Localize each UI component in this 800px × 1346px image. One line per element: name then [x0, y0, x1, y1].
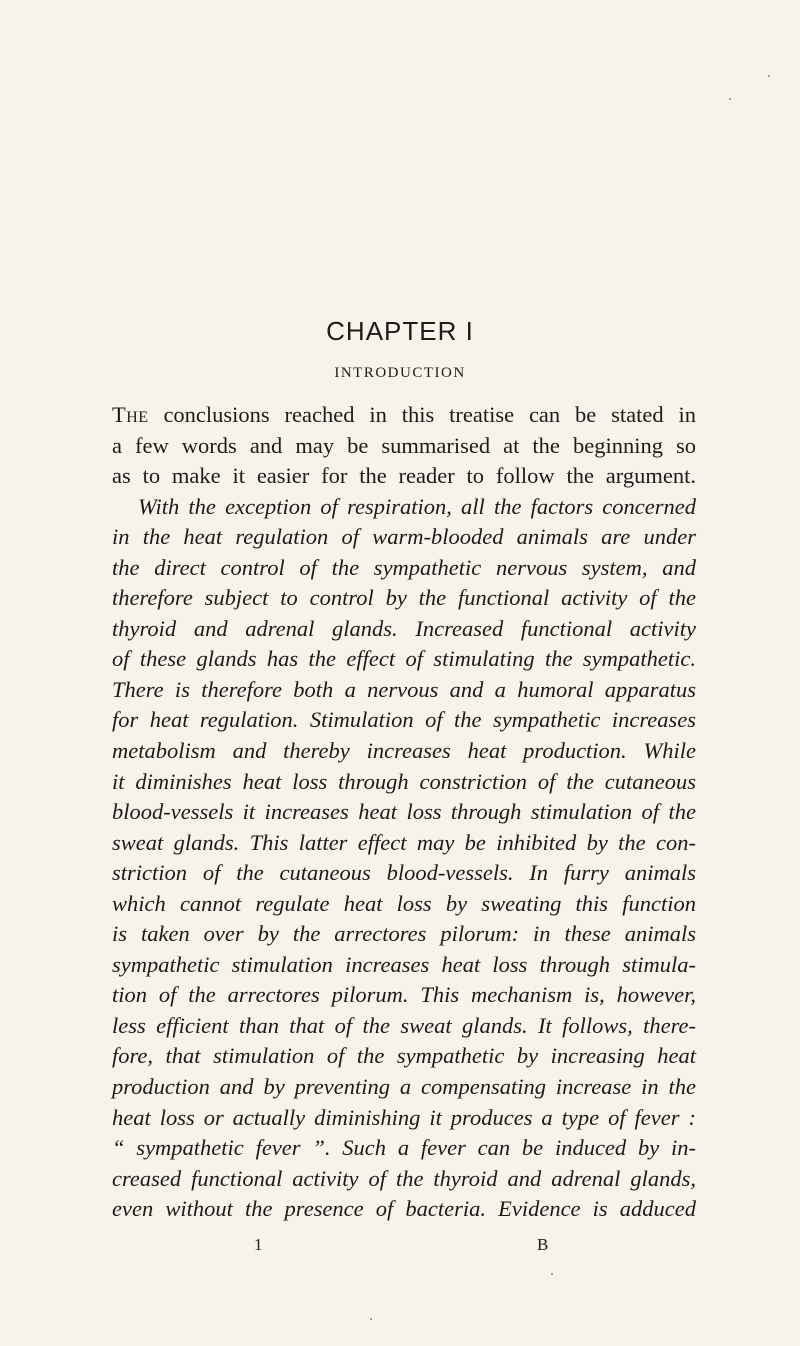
- text-line: fore, that stimulation of the sympathetic by increasing heat: [112, 1043, 696, 1069]
- text-line: sympathetic stimulation increases heat loss through stimula-: [112, 951, 696, 977]
- text-line: sweat glands. This latter effect may be inhibited by the con-: [112, 829, 696, 855]
- text-line: striction of the cutaneous blood-vessels. In furry animals: [112, 860, 696, 886]
- text-line: The conclusions reached in this treatise can be stated in: [112, 402, 696, 427]
- body-paragraph: [112, 400, 696, 1225]
- paper-speck: [370, 1318, 372, 1320]
- text-line: creased functional activity of the thyroid and adrenal glands,: [112, 1165, 696, 1191]
- text-line: heat loss or actually diminishing it produces a type of fever :: [112, 1104, 696, 1130]
- text-line: thyroid and adrenal glands. Increased functional activity: [112, 615, 696, 641]
- section-title: INTRODUCTION: [334, 365, 466, 381]
- page-number: 1: [254, 1235, 263, 1254]
- chapter-title: CHAPTER I: [326, 316, 474, 346]
- paper-speck: [729, 98, 731, 100]
- text-line: of these glands has the effect of stimulating the sympathetic.: [112, 646, 696, 672]
- text-line: it diminishes heat loss through constriction of the cutaneous: [112, 768, 696, 794]
- text-line: There is therefore both a nervous and a humoral apparatus: [112, 676, 696, 702]
- text-line: a few words and may be summarised at the beginning so: [112, 432, 696, 458]
- paper-speck: [551, 1273, 553, 1275]
- text-line: metabolism and thereby increases heat production. While: [112, 738, 696, 764]
- text-line: as to make it easier for the reader to follow the argument.: [112, 463, 696, 489]
- text-line: tion of the arrectores pilorum. This mechanism is, however,: [112, 982, 696, 1008]
- text-line: blood-vessels it increases heat loss through stimulation of the: [112, 799, 696, 825]
- text-line: even without the presence of bacteria. Evidence is adduced: [112, 1196, 696, 1222]
- paper-speck: [768, 75, 770, 77]
- text-line: in the heat regulation of warm-blooded animals are under: [112, 524, 696, 550]
- text-line: production and by preventing a compensating increase in the: [112, 1074, 696, 1100]
- text-line: therefore subject to control by the functional activity of the: [112, 585, 696, 611]
- text-line: less efficient than that of the sweat glands. It follows, there-: [112, 1012, 696, 1038]
- text-line: is taken over by the arrectores pilorum: in these animals: [112, 921, 696, 947]
- text-line: “ sympathetic fever ”. Such a fever can be induced by in-: [112, 1135, 696, 1161]
- text-line: With the exception of respiration, all the factors concerned: [138, 493, 696, 519]
- opening-word: The: [112, 402, 149, 427]
- text-line: which cannot regulate heat loss by sweating this function: [112, 890, 696, 916]
- text-line: the direct control of the sympathetic nervous system, and: [112, 554, 696, 580]
- text-line: for heat regulation. Stimulation of the sympathetic increases: [112, 707, 696, 733]
- signature-mark: B: [537, 1235, 549, 1254]
